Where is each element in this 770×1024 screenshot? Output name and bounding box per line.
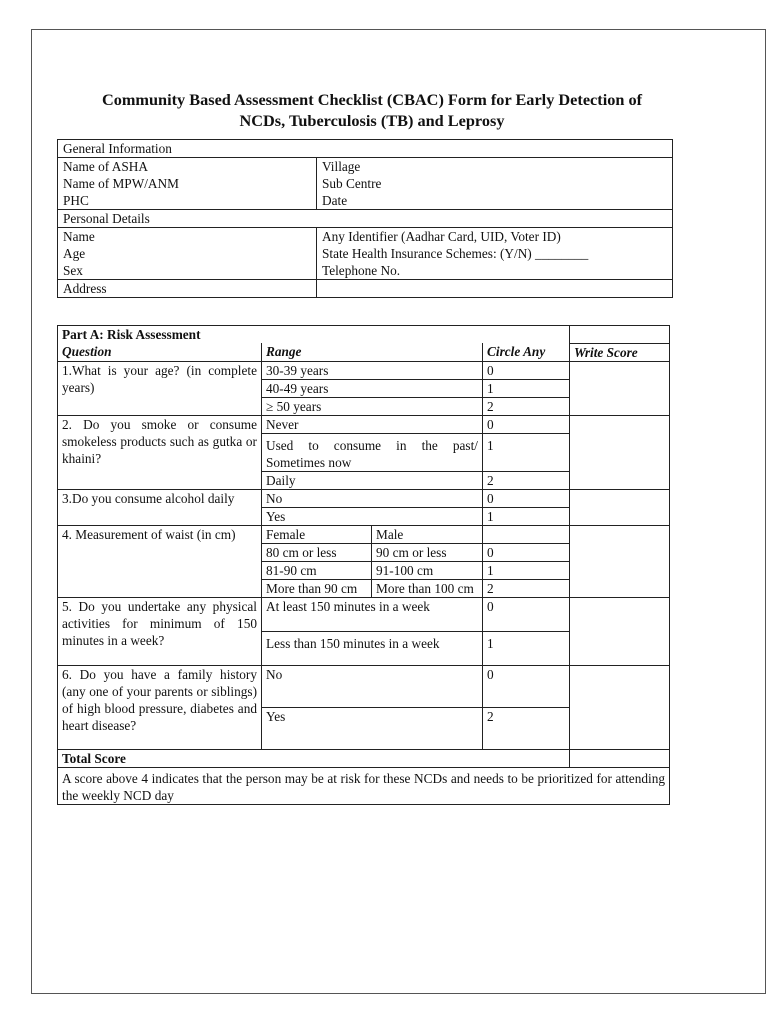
q1-range-3: ≥ 50 years — [262, 397, 483, 415]
q2-range-1: Never — [262, 415, 483, 433]
part-a-heading: Part A: Risk Assessment — [58, 326, 570, 344]
title-line-2: NCDs, Tuberculosis (TB) and Leprosy — [239, 111, 505, 130]
sex-label: Sex — [58, 262, 317, 280]
date-label: Date — [317, 192, 673, 210]
q3-score-2[interactable]: 1 — [483, 507, 570, 525]
part-a-heading-blank — [570, 326, 670, 344]
q1-score-3[interactable]: 2 — [483, 397, 570, 415]
personal-details-heading: Personal Details — [58, 210, 673, 228]
question-4: 4. Measurement of waist (in cm) — [58, 525, 262, 597]
address-value — [317, 280, 673, 298]
q5-range-2: Less than 150 minutes in a week — [262, 631, 483, 665]
question-header: Question — [58, 343, 262, 361]
q1-range-1: 30-39 years — [262, 361, 483, 379]
q4-female-range-1: 80 cm or less — [262, 543, 372, 561]
q6-range-1: No — [262, 665, 483, 707]
q5-score-2[interactable]: 1 — [483, 631, 570, 665]
q1-range-2: 40-49 years — [262, 379, 483, 397]
q3-range-2: Yes — [262, 507, 483, 525]
q2-score-3[interactable]: 2 — [483, 471, 570, 489]
telephone-label: Telephone No. — [317, 262, 673, 280]
total-score-value[interactable] — [570, 749, 670, 767]
range-header: Range — [262, 343, 483, 361]
total-score-label: Total Score — [58, 749, 570, 767]
circle-any-header: Circle Any — [483, 343, 570, 361]
part-a-risk-assessment-table — [57, 325, 670, 805]
phc-label: PHC — [58, 192, 317, 210]
q3-write-score[interactable] — [570, 489, 670, 525]
question-1: 1.What is your age? (in complete years) — [58, 361, 262, 415]
q3-range-1: No — [262, 489, 483, 507]
q6-write-score[interactable] — [570, 665, 670, 749]
name-of-mpw-label: Name of MPW/ANM — [58, 175, 317, 192]
q4-score-1[interactable]: 0 — [483, 543, 570, 561]
q4-score-2[interactable]: 1 — [483, 561, 570, 579]
insurance-label: State Health Insurance Schemes: (Y/N) ________ — [317, 245, 673, 262]
q5-range-1: At least 150 minutes in a week — [262, 597, 483, 631]
q5-score-1[interactable]: 0 — [483, 597, 570, 631]
q1-write-score-top[interactable] — [570, 361, 670, 379]
name-label: Name — [58, 228, 317, 246]
q2-score-2[interactable]: 1 — [483, 433, 570, 471]
name-of-asha-label: Name of ASHA — [58, 158, 317, 176]
question-6: 6. Do you have a family history (any one of your parents or siblings) of high blood pressure, diabetes and heart disease? — [58, 665, 262, 749]
q1-score-1[interactable]: 0 — [483, 361, 570, 379]
q1-write-score[interactable] — [570, 379, 670, 415]
age-label: Age — [58, 245, 317, 262]
village-label: Village — [317, 158, 673, 176]
q2-score-1[interactable]: 0 — [483, 415, 570, 433]
q3-score-1[interactable]: 0 — [483, 489, 570, 507]
q2-write-score[interactable] — [570, 415, 670, 489]
q4-female-header: Female — [262, 525, 372, 543]
identifier-label: Any Identifier (Aadhar Card, UID, Voter ID) — [317, 228, 673, 246]
question-5: 5. Do you undertake any physical activities for minimum of 150 minutes in a week? — [58, 597, 262, 665]
q1-score-2[interactable]: 1 — [483, 379, 570, 397]
title-line-1: Community Based Assessment Checklist (CBAC) Form for Early Detection of — [101, 90, 643, 109]
general-information-table — [57, 139, 673, 298]
q6-score-1[interactable]: 0 — [483, 665, 570, 707]
q4-male-header: Male — [372, 525, 483, 543]
q2-range-2: Used to consume in the past/ Sometimes now — [262, 433, 483, 471]
q4-male-range-3: More than 100 cm — [372, 579, 483, 597]
q4-female-range-3: More than 90 cm — [262, 579, 372, 597]
q5-write-score[interactable] — [570, 597, 670, 665]
question-2: 2. Do you smoke or consume smokeless products such as gutka or khaini? — [58, 415, 262, 489]
form-title — [57, 89, 687, 131]
q2-range-3: Daily — [262, 471, 483, 489]
q4-score-3[interactable]: 2 — [483, 579, 570, 597]
write-score-header: Write Score — [570, 343, 670, 361]
q4-score-blank — [483, 525, 570, 543]
question-3: 3.Do you consume alcohol daily — [58, 489, 262, 525]
q4-male-range-2: 91-100 cm — [372, 561, 483, 579]
sub-centre-label: Sub Centre — [317, 175, 673, 192]
risk-note: A score above 4 indicates that the person may be at risk for these NCDs and needs to be prioritized for attending the weekly NCD day — [58, 767, 670, 804]
q6-range-2: Yes — [262, 707, 483, 749]
q4-write-score[interactable] — [570, 525, 670, 597]
q4-male-range-1: 90 cm or less — [372, 543, 483, 561]
q4-female-range-2: 81-90 cm — [262, 561, 372, 579]
address-label: Address — [58, 280, 317, 298]
q6-score-2[interactable]: 2 — [483, 707, 570, 749]
general-information-heading: General Information — [58, 140, 673, 158]
